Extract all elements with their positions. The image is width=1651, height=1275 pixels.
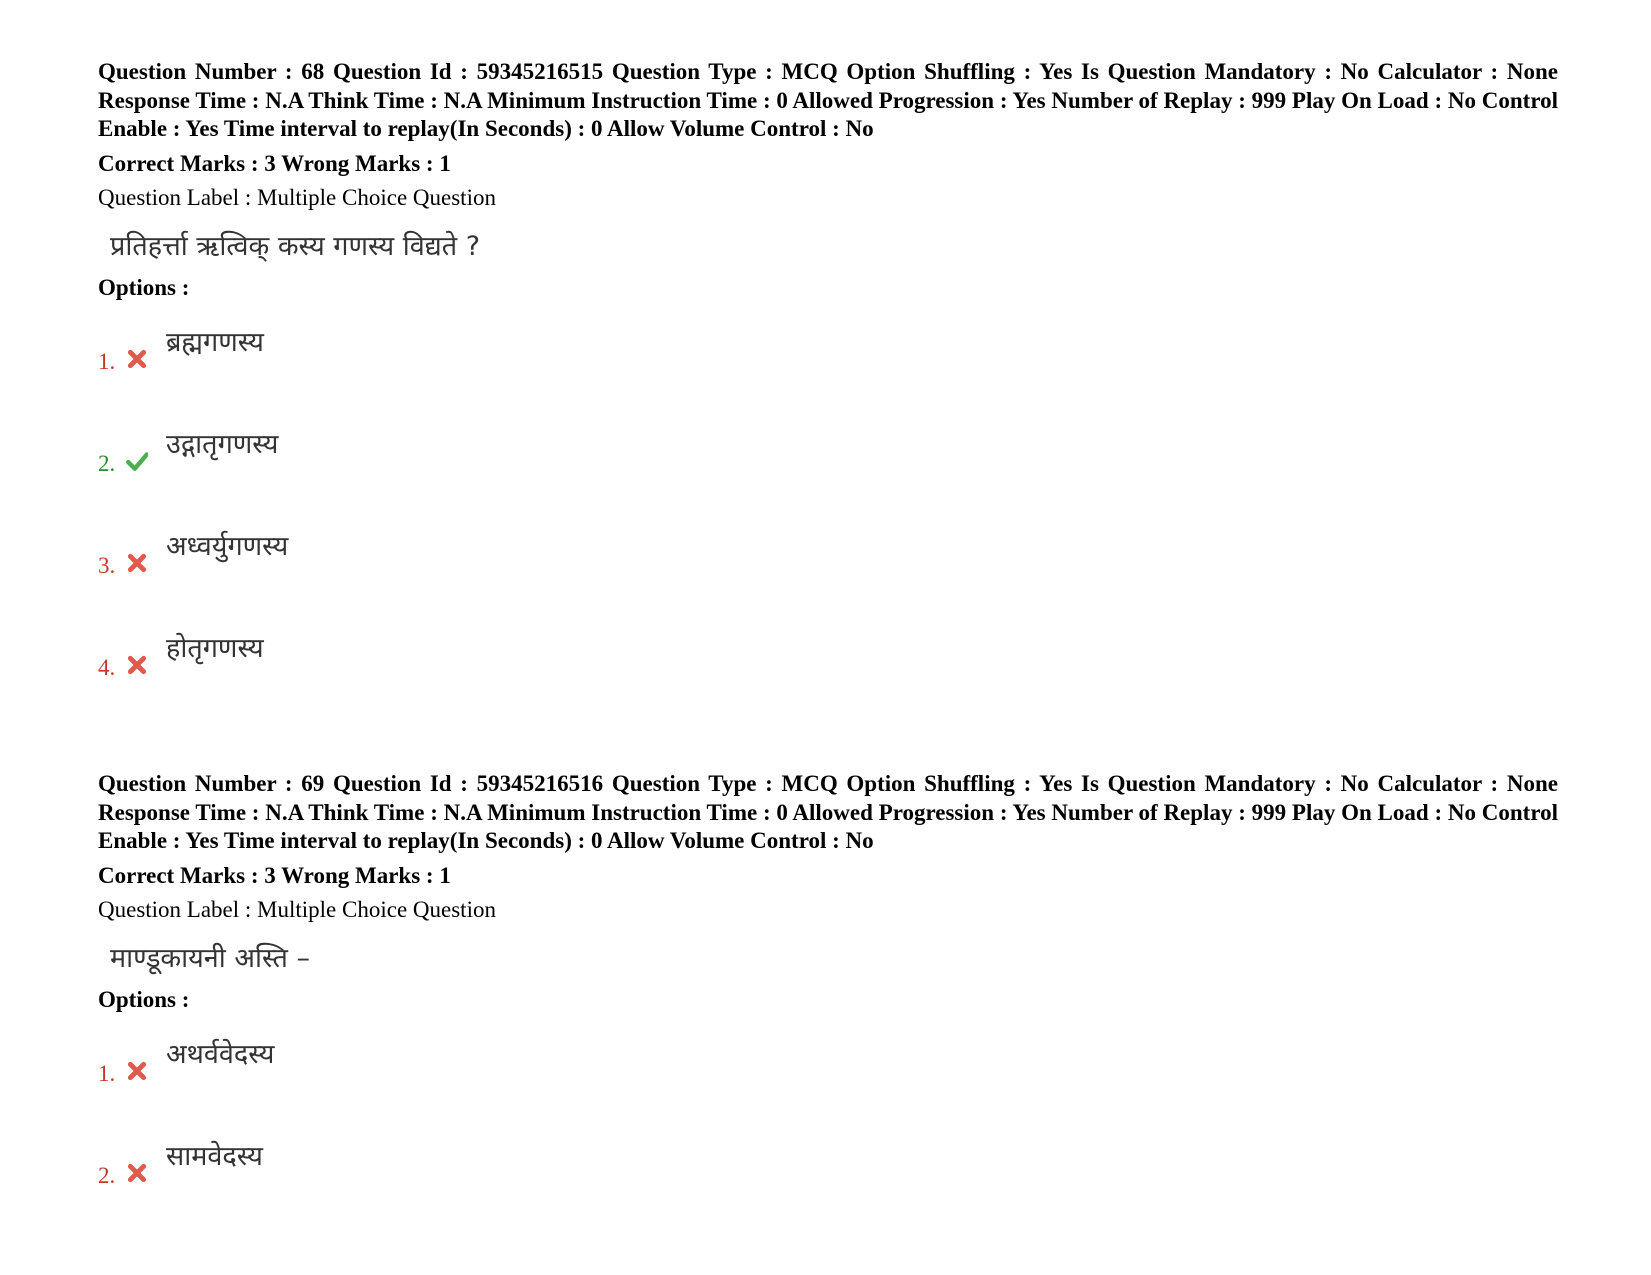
question-69: [98, 770, 1558, 1226]
option-number: 2.: [98, 450, 116, 476]
cross-icon: [126, 348, 148, 370]
question-label: Question Label : Multiple Choice Question: [98, 896, 496, 922]
question-68: [98, 58, 1558, 718]
question-label: Question Label : Multiple Choice Question: [98, 184, 496, 210]
option-number: 1.: [98, 348, 116, 374]
options-list: [98, 1022, 1558, 1226]
option-text: होतृगणस्य: [166, 632, 264, 664]
cross-icon: [126, 1060, 148, 1082]
option-text: ब्रह्मगणस्य: [166, 326, 264, 358]
option-number: 4.: [98, 654, 116, 680]
option-text: सामवेदस्य: [166, 1140, 263, 1172]
option-3: [98, 514, 1558, 616]
question-meta: Question Number : 68 Question Id : 59345216515 Question Type : MCQ Option Shuffling : Yes Is Question Mandatory : No Calculator : None Response Time : N.A Think Time : N.A Minimum Instruction Time : 0 Allowed Progression : Yes Number of Replay : 999 Play On Load : No Control Enable : Yes Time interval to replay(In Seconds) : 0 Allow Volume Control : No: [98, 59, 1558, 141]
check-icon: [126, 450, 148, 472]
cross-icon: [126, 1162, 148, 1184]
question-marks: Correct Marks : 3 Wrong Marks : 1: [98, 862, 451, 888]
option-text: अध्वर्युगणस्य: [166, 530, 289, 562]
question-text: प्रतिहर्त्ता ऋत्विक् कस्य गणस्य विद्यते ?: [110, 230, 481, 262]
cross-icon: [126, 552, 148, 574]
option-2: [98, 412, 1558, 514]
question-marks: Correct Marks : 3 Wrong Marks : 1: [98, 150, 451, 176]
option-1: [98, 310, 1558, 412]
option-2: [98, 1124, 1558, 1226]
question-meta: Question Number : 69 Question Id : 59345216516 Question Type : MCQ Option Shuffling : Yes Is Question Mandatory : No Calculator : None Response Time : N.A Think Time : N.A Minimum Instruction Time : 0 Allowed Progression : Yes Number of Replay : 999 Play On Load : No Control Enable : Yes Time interval to replay(In Seconds) : 0 Allow Volume Control : No: [98, 771, 1558, 853]
options-heading: Options :: [98, 274, 190, 300]
options-heading: Options :: [98, 986, 190, 1012]
option-text: उद्गातृगणस्य: [166, 428, 279, 460]
option-4: [98, 616, 1558, 718]
cross-icon: [126, 654, 148, 676]
option-number: 2.: [98, 1162, 116, 1188]
options-list: [98, 310, 1558, 718]
option-text: अथर्ववेदस्य: [166, 1038, 275, 1070]
question-text: माण्डूकायनी अस्ति –: [110, 942, 310, 974]
option-number: 1.: [98, 1060, 116, 1086]
option-number: 3.: [98, 552, 116, 578]
option-1: [98, 1022, 1558, 1124]
